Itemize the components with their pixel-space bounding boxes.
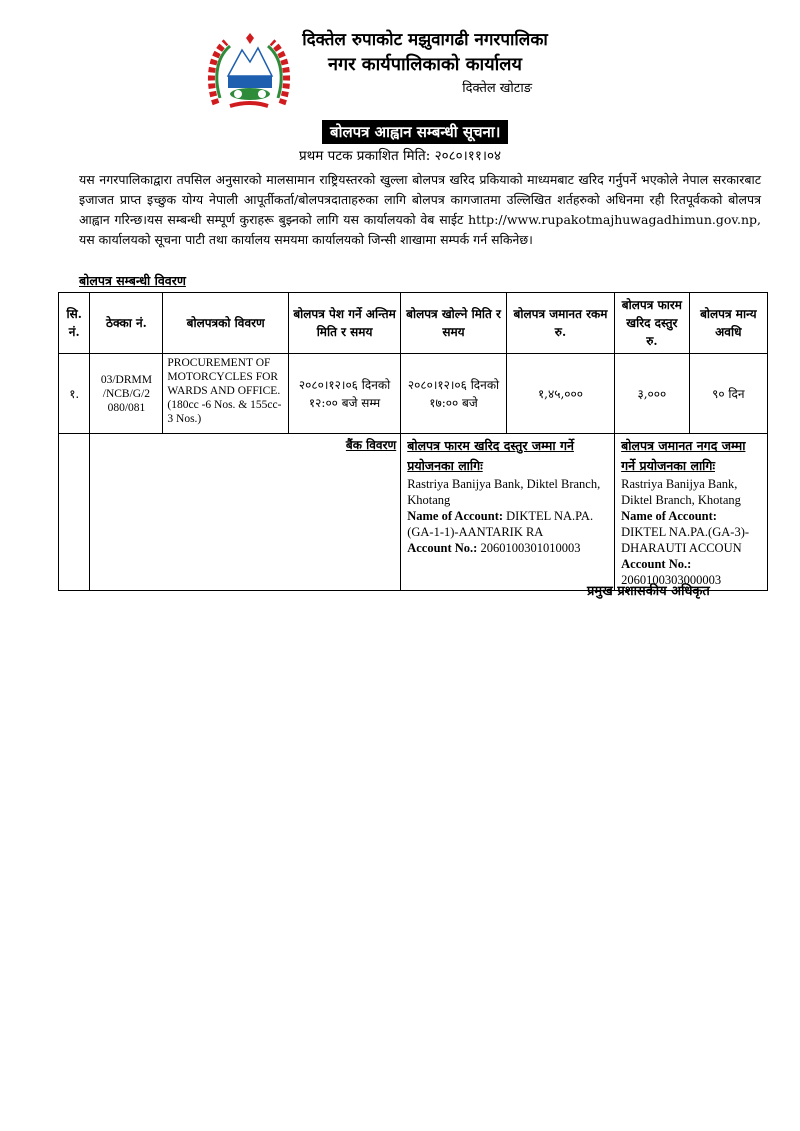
nepal-emblem-icon <box>206 32 292 110</box>
cell-contract-no: 03/DRMM /NCB/G/2 080/081 <box>90 354 163 434</box>
header-security: बोलपत्र जमानत रकम रु. <box>506 293 614 354</box>
tender-table <box>58 292 768 591</box>
fee-account-no: Account No.: 2060100301010003 <box>407 541 581 555</box>
header-validity: बोलपत्र मान्य अवधि <box>689 293 767 354</box>
fee-heading: बोलपत्र फारम खरिद दस्तुर जम्मा गर्ने प्रयोजनका लागिः <box>407 438 574 473</box>
cell-form-fee: ३,००० <box>615 354 689 434</box>
header-sn: सि. नं. <box>59 293 90 354</box>
notice-title: बोलपत्र आह्वान सम्बन्धी सूचना। <box>322 120 508 144</box>
notice-body: यस नगरपालिकाद्वारा तपसिल अनुसारको मालसामान राष्ट्रियस्तरको खुल्ला बोलपत्र खरिद प्रकियाको माध्यमबाट खरिद गर्नुपर्ने भएकोले नेपाल सरकारबाट इजाजत प्राप्त इच्छुक योग्य नेपाली आपूर्तीकर्ता/बोलपत्रदाताहरुका लागि बोलपत्र कागजातमा उल्लिखित शर्तहरुको अधिनमा रही रितपूर्वकको बोलपत्र आह्वान गरिन्छ।यस सम्बन्धी सम्पूर्ण कुराहरू बुझ्नको लागि यस कार्यालयको वेब साईट http://www.rupakotmajhuwagadhimun.gov.np, यस कार्यालयको सूचना पाटी तथा कार्यालय समयमा कार्यालयको जिन्सी शाखामा सम्पर्क गर्न सकिनेछ। <box>79 172 761 247</box>
deposit-heading: बोलपत्र जमानत नगद जम्मा गर्ने प्रयोजनका लागिः <box>621 438 746 473</box>
cell-sn: १. <box>59 354 90 434</box>
cell-opening: २०८०।१२।०६ दिनको १७:०० बजे <box>401 354 507 434</box>
deposit-account-no: Account No.: 2060100303000003 <box>621 557 722 587</box>
fee-account-name: Name of Account: DIKTEL NA.PA.(GA-1-1)-AANTARIK RA <box>407 509 594 539</box>
office-location: दिक्तेल खोटाङ <box>462 81 532 96</box>
cell-empty <box>59 434 90 591</box>
signature-title: प्रमुख प्रशासकीय अधिकृत <box>587 584 710 599</box>
header-description: बोलपत्रको विवरण <box>163 293 289 354</box>
fee-bank-details <box>401 434 615 591</box>
org-header <box>300 28 550 100</box>
fee-bank-name: Rastriya Banijya Bank, Diktel Branch, Khotang <box>407 477 601 507</box>
office-name: नगर कार्यपालिकाको कार्यालय <box>328 54 522 75</box>
bank-details-label: बैंक विवरण <box>90 434 401 591</box>
deposit-bank-details <box>615 434 768 591</box>
header-contract-no: ठेक्का नं. <box>90 293 163 354</box>
bank-details-row <box>59 434 768 591</box>
cell-validity: ९० दिन <box>689 354 767 434</box>
table-row <box>59 354 768 434</box>
deposit-account-name: Name of Account: DIKTEL NA.PA.(GA-3)-DHARAUTI ACCOUN <box>621 509 750 555</box>
cell-submission: २०८०।१२।०६ दिनको १२:०० बजे सम्म <box>288 354 400 434</box>
published-date: प्रथम पटक प्रकाशित मिति: २०८०।११।०४ <box>298 148 501 164</box>
header-form-fee: बोलपत्र फारम खरिद दस्तुर रु. <box>615 293 689 354</box>
header-opening: बोलपत्र खोल्ने मिति र समय <box>401 293 507 354</box>
cell-security: १,४५,००० <box>506 354 614 434</box>
header-submission: बोलपत्र पेश गर्ने अन्तिम मिति र समय <box>288 293 400 354</box>
table-header-row <box>59 293 768 354</box>
cell-description: PROCUREMENT OF MOTORCYCLES FOR WARDS AND OFFICE. (180cc -6 Nos. & 155cc-3 Nos.) <box>163 354 289 434</box>
org-name: दिक्तेल रुपाकोट मझुवागढी नगरपालिका <box>302 30 548 50</box>
deposit-bank-name: Rastriya Banijya Bank, Diktel Branch, Khotang <box>621 477 741 507</box>
section-heading: बोलपत्र सम्बन्धी विवरण <box>79 273 186 288</box>
